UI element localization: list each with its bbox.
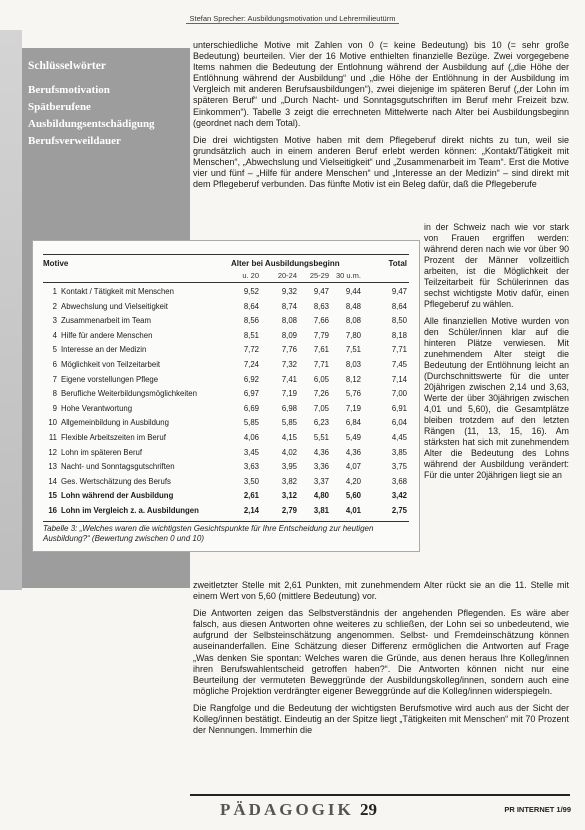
row-value: 8,48 <box>345 301 361 311</box>
row-value: 3,95 <box>281 462 297 472</box>
body-text-bottom <box>193 580 569 742</box>
row-total: 3,85 <box>391 447 407 457</box>
row-value: 6,97 <box>243 389 259 399</box>
keyword-title: Schlüsselwörter <box>28 60 106 72</box>
paragraph: Alle finanziellen Motive wurden von den Schüler/innen klar auf die hinteren Plätze verwiesen. Mit zunehmendem Alter steigt die Bedeutung der Entlöhnung leicht an (Durchschnittswerte für die unter 20jährigen zwischen 2,14 und 3,63, Werte der über 30jährigen zwischen 4,01 und 5,60), die Gesamtplätze bleiben trotzdem auf den letzten Rängen (11, 13, 15, 16). Am stärksten hat sich mit zunehmendem Alter die Bedeutung des Lohns während der Ausbildung verändert: Für die unter 20jährigen liegt sie an <box>424 316 569 480</box>
table-row <box>43 504 409 519</box>
row-number: 8 <box>52 389 57 399</box>
row-value: 3,36 <box>313 462 329 472</box>
row-value: 7,24 <box>243 359 259 369</box>
row-value: 6,92 <box>243 374 259 384</box>
row-total: 7,00 <box>391 389 407 399</box>
table-row <box>43 475 409 490</box>
table-row <box>43 285 409 300</box>
table-caption: Tabelle 3: „Welches waren die wichtigsten Gesichtspunkte für Ihre Entscheidung zur heutigen Ausbildung?“ (Bewertung zwischen 0 und 10) <box>43 524 374 543</box>
row-total: 4,45 <box>391 432 407 442</box>
row-value: 3,37 <box>313 476 329 486</box>
motives-table <box>32 240 420 552</box>
table-row <box>43 300 409 315</box>
row-motive: Kontakt / Tätigkeit mit Menschen <box>61 287 174 296</box>
row-value: 5,51 <box>313 432 329 442</box>
row-number: 14 <box>48 476 57 486</box>
row-motive: Lohn während der Ausbildung <box>61 491 174 501</box>
row-total: 7,14 <box>391 374 407 384</box>
row-number: 9 <box>52 403 57 413</box>
row-value: 7,66 <box>313 316 329 326</box>
row-value: 5,60 <box>345 491 361 501</box>
keyword-item: Ausbildungsentschädigung <box>28 118 155 130</box>
row-value: 7,61 <box>313 345 329 355</box>
paragraph: Die Rangfolge und die Bedeutung der wichtigsten Berufsmotive wird auch aus der Sicht der Kolleg/innen bestätigt. Eindeutig an der Spitze liegt „Tätigkeiten mit Menschen“ mit 70 Prozent der Nennungen. Immerhin die <box>193 702 569 736</box>
row-value: 8,12 <box>345 374 361 384</box>
table-rule <box>43 254 409 255</box>
row-number: 13 <box>48 462 57 472</box>
row-motive: Eigene vorstellungen Pflege <box>61 374 159 384</box>
body-text-top <box>193 40 569 196</box>
row-value: 7,19 <box>281 389 297 399</box>
footer-rule <box>190 794 570 796</box>
table-row <box>43 446 409 461</box>
row-value: 8,56 <box>243 316 259 326</box>
age-group: 20-24 <box>277 271 297 280</box>
row-value: 3,82 <box>281 476 297 486</box>
row-value: 4,06 <box>243 432 259 442</box>
row-total: 3,68 <box>391 476 407 486</box>
header-total: Total <box>388 259 407 268</box>
paragraph: Die drei wichtigsten Motive haben mit dem Pflegeberuf direkt nichts zu tun, weil sie grundsätzlich auch in einem anderen Beruf erlebt werden können: „Kontakt/Tätigkeit mit Menschen“, „Abwechslung und Vielseitigkeit“ und „Zusammenarbeit im Team“. Erst die Motive vier und fünf – „Hilfe für andere Menschen“ und „Interesse an der Medizin“ – sind direkt mit dem Pflegeberuf verbunden. Das fünfte Motiv ist ein Beleg dafür, daß die Pflegeberufe <box>193 134 569 190</box>
row-value: 5,76 <box>345 389 361 399</box>
row-value: 7,26 <box>313 389 329 399</box>
row-value: 7,41 <box>281 374 297 384</box>
row-motive: Hilfe für andere Menschen <box>61 330 153 340</box>
row-value: 4,20 <box>345 476 361 486</box>
row-total: 8,64 <box>391 301 407 311</box>
row-value: 7,19 <box>345 403 361 413</box>
row-number: 5 <box>52 345 57 355</box>
row-motive: Nacht- und Sonntagsgutschriften <box>61 462 175 472</box>
running-title: Stefan Sprecher: Ausbildungsmotivation und Lehrermilieutürm <box>186 14 400 24</box>
row-value: 8,03 <box>345 359 361 369</box>
age-group: 30 u.m. <box>335 271 361 280</box>
row-motive: Abwechslung und Vielseitigkeit <box>61 301 168 311</box>
age-group: u. 20 <box>242 271 259 280</box>
age-group: 25-29 <box>309 271 329 280</box>
page-number: 29 <box>360 800 377 819</box>
row-value: 4,07 <box>345 462 361 472</box>
running-header <box>0 14 585 23</box>
row-value: 3,81 <box>313 505 329 515</box>
table-row <box>43 314 409 329</box>
table-rule <box>43 282 409 283</box>
row-value: 6,84 <box>345 418 361 428</box>
row-motive: Möglichkeit von Teilzeitarbeit <box>61 359 161 369</box>
row-total: 7,45 <box>391 359 407 369</box>
row-value: 7,80 <box>345 330 361 340</box>
row-value: 8,64 <box>243 301 259 311</box>
row-value: 3,12 <box>281 491 297 501</box>
row-total: 3,42 <box>391 491 407 501</box>
row-value: 8,63 <box>313 301 329 311</box>
row-number: 3 <box>52 316 57 326</box>
row-motive: Berufliche Weiterbildungsmöglichkeiten <box>61 389 197 399</box>
paragraph: Die Antworten zeigen das Selbstverständnis der angehenden Pflegenden. Es wäre aber falsch, aus diesen Antworten ohne weiteres zu schließen, der Lohn sei so unbedeutend, wie aufgrund der Selbsteinschätzung angenommen. Selbst- und Fremdeinschätzung können auseinanderfallen. Eine Schätzung dieser Differenz ermöglichen die Antworten auf Frage „Was denken Sie spontan: Welches waren die Gründe, aus denen heraus Ihre Kolleg/innen ihren Berufswahlentscheid getroffen haben?“. Die Antworten können nicht nur eine Beurteilung der vermuteten Beweggründe der Ausbildungskolleg/innen, sondern auch eine mögliche Projektion verdrängter eigener Beweggründe auf die Kolleg/innen widerspiegeln. <box>193 608 569 696</box>
row-number: 16 <box>48 505 57 515</box>
row-total: 2,75 <box>391 505 407 515</box>
row-total: 9,47 <box>391 287 407 296</box>
row-value: 8,08 <box>281 316 297 326</box>
table-row <box>43 387 409 402</box>
row-total: 6,91 <box>391 403 407 413</box>
row-value: 7,72 <box>243 345 259 355</box>
row-number: 7 <box>52 374 57 384</box>
row-value: 2,79 <box>281 505 297 515</box>
row-value: 8,08 <box>345 316 361 326</box>
row-value: 8,09 <box>281 330 297 340</box>
row-motive: Zusammenarbeit im Team <box>61 316 151 326</box>
row-value: 3,63 <box>243 462 259 472</box>
row-value: 7,76 <box>281 345 297 355</box>
row-value: 9,32 <box>281 287 297 296</box>
row-value: 9,52 <box>243 287 259 296</box>
row-value: 7,32 <box>281 359 297 369</box>
header-age: Alter bei Ausbildungsbeginn <box>231 259 340 268</box>
keyword-box <box>28 60 178 150</box>
table-row <box>43 343 409 358</box>
row-value: 4,02 <box>281 447 297 457</box>
table-body <box>43 285 409 519</box>
row-value: 2,61 <box>243 491 259 501</box>
row-number: 15 <box>48 491 57 501</box>
row-value: 7,79 <box>313 330 329 340</box>
row-motive: Lohn im Vergleich z. a. Ausbildungen <box>61 505 199 515</box>
row-motive: Lohn im späteren Beruf <box>61 447 143 457</box>
row-value: 8,51 <box>243 330 259 340</box>
table-row <box>43 402 409 417</box>
row-value: 5,49 <box>345 432 361 442</box>
table-row <box>43 489 409 504</box>
row-value: 4,36 <box>313 447 329 457</box>
row-value: 7,71 <box>313 359 329 369</box>
paragraph: unterschiedliche Motive mit Zahlen von 0 (= keine Bedeutung) bis 10 (= sehr große Bedeutung) beurteilen. Vier der 16 Motive enthielten finanzielle Bezüge. Zwei vorgegebene Items nahmen die Bedeutung der Entlohnung während der Ausbildung auf („die Höhe der Entlöhnung während der Ausbildung“ und „die Höhe der Entlöhnung in der Ausbildung im Vergleich mit anderen Berufsausbildungen“), zwei diejenige im späteren Beruf („der Lohn im späteren Beruf“ und „Durch Nacht- und Sonntagsgutschriften im Beruf mehr Freizeit bzw. Einkommen“). Tabelle 3 zeigt die errechneten Mittelwerte nach Alter bei Ausbildungsbeginn (geordnet nach dem Total). <box>193 40 569 128</box>
row-value: 6,69 <box>243 403 259 413</box>
row-value: 5,85 <box>281 418 297 428</box>
row-value: 6,23 <box>313 418 329 428</box>
paragraph: in der Schweiz nach wie vor stark von Frauen ergriffen werden: während deren nach wie vor über 90 Prozent der Männer vollzeitlich arbeiten, ist die Möglichkeit der Teilzeitarbeit für Schülerinnen das sechst wichtigste Motiv dafür, einen Pflegeberuf zu wählen. <box>424 222 569 309</box>
row-motive: Hohe Verantwortung <box>61 403 133 413</box>
row-number: 6 <box>52 359 57 369</box>
keyword-item: Berufsmotivation <box>28 84 110 96</box>
row-value: 4,80 <box>313 491 329 501</box>
header-motive: Motive <box>43 259 69 268</box>
table-row <box>43 373 409 388</box>
row-total: 8,50 <box>391 316 407 326</box>
row-total: 3,75 <box>391 462 407 472</box>
row-value: 9,47 <box>313 287 329 296</box>
table-row <box>43 416 409 431</box>
paragraph: zweitletzter Stelle mit 2,61 Punkten, mit zunehmendem Alter rückt sie an die 11. Stelle mit einem Wert von 5,60 (mittlere Bedeutung) vor. <box>193 580 569 602</box>
row-number: 12 <box>48 447 57 457</box>
row-value: 4,36 <box>345 447 361 457</box>
row-number: 4 <box>52 330 57 340</box>
body-text-right <box>424 222 569 487</box>
row-number: 11 <box>48 432 57 442</box>
row-value: 9,44 <box>345 287 361 296</box>
sidebar-band <box>0 30 22 590</box>
row-motive: Allgemeinbildung in Ausbildung <box>61 418 169 428</box>
magazine-word: PÄDAGOGIK <box>220 800 354 819</box>
row-value: 3,45 <box>243 447 259 457</box>
row-value: 3,50 <box>243 476 259 486</box>
page-footer <box>0 792 585 830</box>
row-value: 2,14 <box>243 505 259 515</box>
row-value: 6,05 <box>313 374 329 384</box>
row-value: 4,01 <box>345 505 361 515</box>
row-total: 7,71 <box>391 345 407 355</box>
row-number: 1 <box>52 287 57 296</box>
row-motive: Ges. Wertschätzung des Berufs <box>61 476 171 486</box>
table-row <box>43 431 409 446</box>
table-rule <box>43 521 409 522</box>
magazine-info: PR INTERNET 1/99 <box>504 805 571 814</box>
table-row <box>43 460 409 475</box>
table-row <box>43 329 409 344</box>
keyword-item: Spätberufene <box>28 101 91 113</box>
row-value: 5,85 <box>243 418 259 428</box>
row-motive: Interesse an der Medizin <box>61 345 147 355</box>
row-number: 10 <box>48 418 57 428</box>
row-value: 8,74 <box>281 301 297 311</box>
row-value: 7,51 <box>345 345 361 355</box>
row-total: 8,18 <box>391 330 407 340</box>
row-motive: Flexible Arbeitszeiten im Beruf <box>61 432 166 442</box>
row-value: 4,15 <box>281 432 297 442</box>
row-value: 7,05 <box>313 403 329 413</box>
table-row <box>43 358 409 373</box>
row-value: 6,98 <box>281 403 297 413</box>
row-total: 6,04 <box>391 418 407 428</box>
keyword-item: Berufsverweildauer <box>28 135 121 147</box>
row-number: 2 <box>52 301 57 311</box>
